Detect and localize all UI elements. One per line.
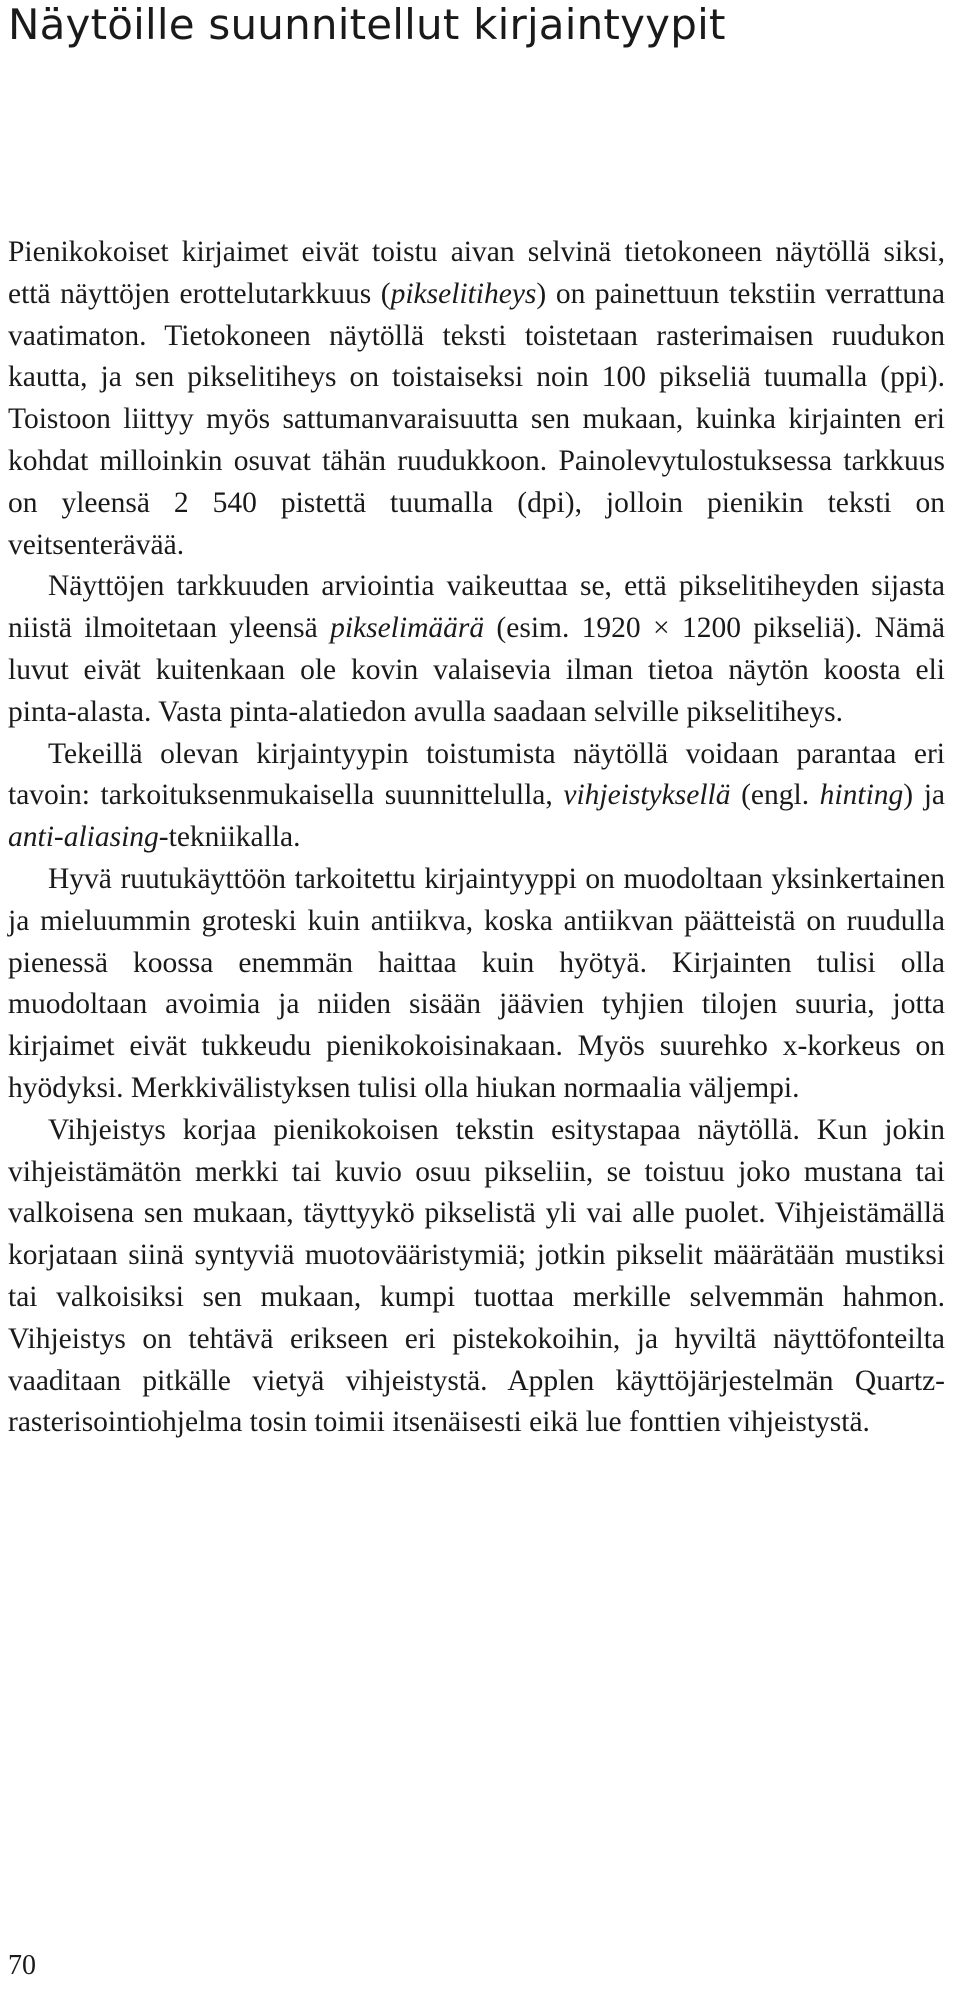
italic-term: vihjeistyksellä (563, 779, 731, 812)
body-paragraph (8, 1110, 945, 1444)
text-run: ) ja (903, 779, 945, 812)
text-run: (engl. (730, 779, 820, 812)
body-text (8, 232, 945, 1444)
page-number: 70 (8, 1950, 36, 1981)
text-run: Pienikokoiset kirjaimet eivät toistu aivan selvinä tietokoneen näytöllä siksi, että näyttöjen erottelutarkkuus ( (8, 236, 945, 310)
italic-term: hinting (819, 779, 904, 812)
body-paragraph (8, 232, 945, 566)
body-paragraph (8, 859, 945, 1110)
text-run: Tekeillä olevan kirjaintyypin toistumista näytöllä voidaan parantaa eri tavoin: tarkoituksenmukaisella suunnittelulla, (8, 737, 945, 812)
italic-term: pikselitiheys (390, 277, 537, 310)
body-paragraph (8, 566, 945, 733)
text-run: -tekniikalla. (158, 821, 301, 854)
body-paragraph (8, 734, 945, 859)
text-run: Hyvä ruutukäyttöön tarkoitettu kirjaintyyppi on muodoltaan yksinkertainen ja mieluummin groteski kuin antiikva, koska antiikvan päätteistä on ruudulla pienessä koossa enemmän haittaa kuin hyötyä. Kirjainten tulisi olla muodoltaan avoimia ja niiden sisään jäävien tyhjien tilojen suuria, jotta kirjaimet eivät tukkeudu pienikokoisinakaan. Myös suurehko x-korkeus on hyödyksi. Merkkivälistyksen tulisi olla hiukan normaalia väljempi. (8, 862, 945, 1104)
page-title: Näytöille suunnitellut kirjaintyypit (8, 0, 726, 49)
italic-term: pikselimäärä (330, 612, 485, 645)
text-run: (esim. 1920 × 1200 pikseliä). Nämä luvut eivät kuitenkaan ole kovin valaisevia ilman tietoa näytön koosta eli pinta-alasta. Vasta pinta-alatiedon avulla saadaan selville pikselitiheys. (8, 612, 945, 728)
text-run: Näyttöjen tarkkuuden arviointia vaikeuttaa se, että pikselitiheyden sijasta niistä ilmoitetaan yleensä (8, 570, 945, 645)
italic-term: anti-aliasing (8, 821, 159, 854)
text-run: Vihjeistys korjaa pienikokoisen tekstin esitystapaa näytöllä. Kun jokin vihjeistämätön merkki tai kuvio osuu pikseliin, se toistuu joko mustana tai valkoisena sen mukaan, täyttyykö pikselistä yli vai alle puolet. Vihjeistämällä korjataan siinä syntyviä muotovääristymiä; jotkin pikselit määrätään mustiksi tai valkoisiksi sen mukaan, kumpi tuottaa merkille selvemmän hahmon. Vihjeistys on tehtävä erikseen eri pistekokoihin, ja hyviltä näyttöfonteilta vaaditaan pitkälle vietyä vihjeistystä. Applen käyttöjärjestelmän Quartz-rasterisointiohjelma tosin toimii itsenäisesti eikä lue fonttien vihjeistystä. (8, 1113, 945, 1439)
text-run: ) on painettuun tekstiin verrattuna vaatimaton. Tietokoneen näytöllä teksti toistetaan rasterimaisen ruudukon kautta, ja sen pikselitiheys on toistaiseksi noin 100 pikseliä tuumalla (ppi). Toistoon liittyy myös sattumanvaraisuutta sen mukaan, kuinka kirjainten eri kohdat milloinkin osuvat tähän ruudukkoon. Painolevytulostuksessa tarkkuus on yleensä 2 540 pistettä tuumalla (dpi), jolloin pienikin teksti on veitsenterävää. (8, 277, 945, 561)
